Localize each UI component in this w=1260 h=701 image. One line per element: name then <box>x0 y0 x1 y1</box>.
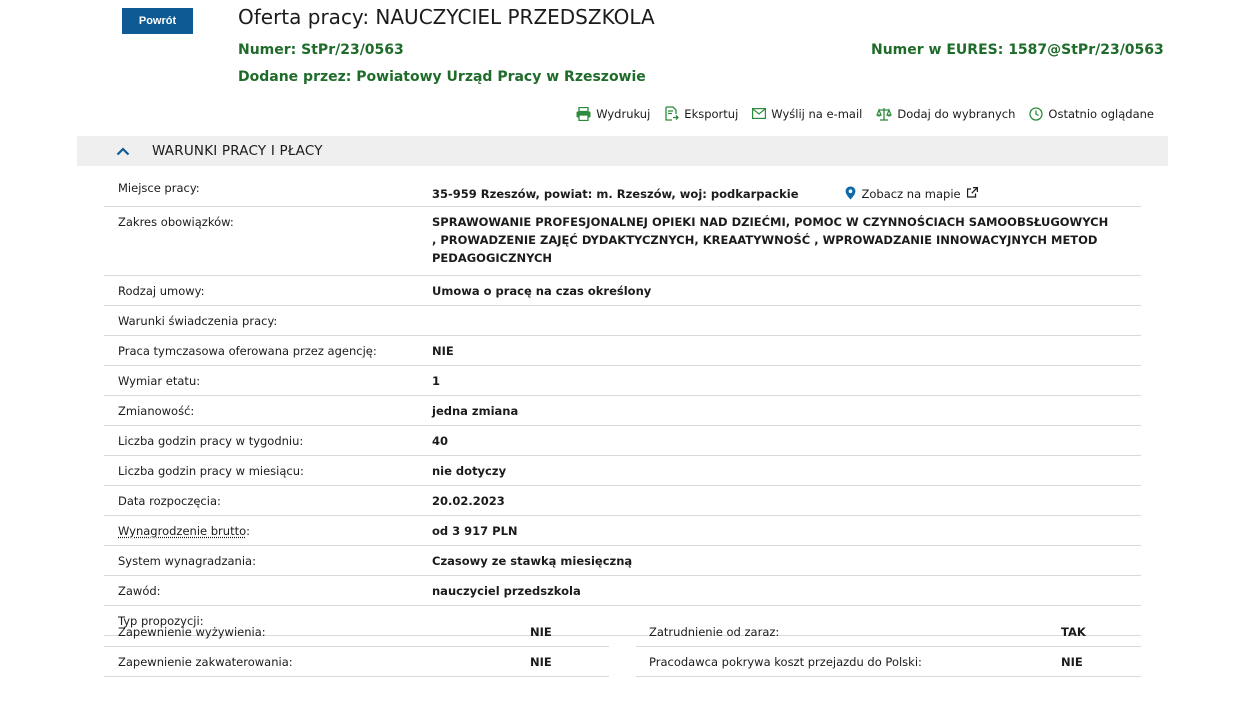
immediate-label: Zatrudnienie od zaraz: <box>649 624 780 639</box>
added-by-value: Powiatowy Urząd Pracy w Rzeszowie <box>356 69 646 85</box>
added-by <box>238 69 646 85</box>
table-row <box>104 366 1141 396</box>
housing-value: NIE <box>530 654 552 669</box>
page-title: Oferta pracy: NAUCZYCIEL PRZEDSZKOLA <box>238 5 655 29</box>
email-label: Wyślij na e-mail <box>771 106 863 121</box>
print-action[interactable] <box>576 107 650 121</box>
table-row <box>104 516 1141 546</box>
occupation-label: Zawód: <box>118 583 161 598</box>
export-file-icon <box>664 106 679 121</box>
salary-label-colon: : <box>246 523 250 538</box>
clock-icon <box>1029 107 1043 121</box>
offer-toolbar <box>576 106 1154 121</box>
salary-value: od 3 917 PLN <box>432 523 518 538</box>
fte-label: Wymiar etatu: <box>118 373 201 388</box>
section-header-work-conditions[interactable] <box>77 136 1168 166</box>
map-link-label: Zobacz na mapie <box>861 187 961 201</box>
favorites-action[interactable] <box>876 107 1015 121</box>
eures-number-value: 1587@StPr/23/0563 <box>1008 42 1164 58</box>
table-row <box>104 617 609 647</box>
monthly-hours-value: nie dotyczy <box>432 463 507 478</box>
back-button[interactable]: Powrót <box>122 8 193 34</box>
agency-value: NIE <box>432 343 454 358</box>
pay-system-label: System wynagradzania: <box>118 553 256 568</box>
start-date-label: Data rozpoczęcia: <box>118 493 221 508</box>
table-row <box>636 617 1141 647</box>
eures-number <box>871 42 1164 58</box>
added-by-label: Dodane przez: <box>238 69 352 85</box>
section-title: WARUNKI PRACY I PŁACY <box>152 143 323 159</box>
eures-number-label: Numer w EURES: <box>871 42 1004 58</box>
offer-number-value: StPr/23/0563 <box>301 42 404 58</box>
table-row <box>104 396 1141 426</box>
place-label: Miejsce pracy: <box>118 181 200 195</box>
agency-label: Praca tymczasowa oferowana przez agencję: <box>118 343 377 358</box>
table-row <box>104 426 1141 456</box>
salary-label <box>104 524 432 538</box>
fte-value: 1 <box>432 373 441 388</box>
chevron-up-icon[interactable] <box>114 142 132 160</box>
table-row <box>104 336 1141 366</box>
print-label: Wydrukuj <box>596 106 651 121</box>
favorites-label: Dodaj do wybranych <box>897 106 1016 121</box>
contract-label: Rodzaj umowy: <box>118 283 205 298</box>
travel-label: Pracodawca pokrywa koszt przejazdu do Polski: <box>649 654 922 669</box>
table-row <box>104 647 609 677</box>
place-text: 35-959 Rzeszów, powiat: m. Rzeszów, woj: podkarpackie <box>432 187 799 201</box>
table-row <box>104 546 1141 576</box>
monthly-hours-label: Liczba godzin pracy w miesiącu: <box>118 463 304 478</box>
extras-table <box>104 617 1141 677</box>
table-row <box>636 647 1141 677</box>
food-label: Zapewnienie wyżywienia: <box>118 624 266 639</box>
extras-left-column <box>104 617 609 677</box>
extras-right-column <box>636 617 1141 677</box>
immediate-value: TAK <box>1061 624 1086 639</box>
offer-number <box>238 42 404 58</box>
export-action[interactable] <box>664 106 738 121</box>
table-row <box>104 486 1141 516</box>
scales-icon <box>876 107 892 121</box>
housing-label: Zapewnienie zakwaterowania: <box>118 654 293 669</box>
envelope-icon <box>752 108 766 119</box>
shifts-value: jedna zmiana <box>432 403 519 418</box>
offer-number-label: Numer: <box>238 42 297 58</box>
map-link[interactable] <box>845 186 978 203</box>
weekly-hours-label: Liczba godzin pracy w tygodniu: <box>118 433 304 448</box>
map-pin-icon <box>845 186 856 203</box>
food-value: NIE <box>530 624 552 639</box>
conditions-label: Warunki świadczenia pracy: <box>118 313 278 328</box>
table-row <box>104 207 1141 276</box>
pay-system-value: Czasowy ze stawką miesięczną <box>432 553 633 568</box>
start-date-value: 20.02.2023 <box>432 493 505 508</box>
duties-value: SPRAWOWANIE PROFESJONALNEJ OPIEKI NAD DZIEĆMI, POMOC W CZYNNOŚCIACH SAMOOBSŁUGOWYCH , PROWADZENIE ZAJĘĆ DYDAKTYCZNYCH, KREAATYWNOŚĆ , WPROWADZANIE INNOWACYJNYCH METOD PEDAGOGICZNYCH <box>432 215 1109 265</box>
table-row <box>104 306 1141 336</box>
occupation-value: nauczyciel przedszkola <box>432 583 581 598</box>
email-action[interactable] <box>752 107 862 121</box>
contract-value: Umowa o pracę na czas określony <box>432 283 652 298</box>
printer-icon <box>576 107 591 121</box>
table-row <box>104 576 1141 606</box>
table-row <box>104 276 1141 306</box>
recent-action[interactable] <box>1029 107 1154 121</box>
table-row <box>104 176 1141 207</box>
weekly-hours-value: 40 <box>432 433 449 448</box>
proposal-label: Typ propozycji: <box>118 613 204 628</box>
duties-label: Zakres obowiązków: <box>118 215 234 229</box>
salary-label-text[interactable]: Wynagrodzenie brutto <box>118 523 247 538</box>
recent-label: Ostatnio oglądane <box>1048 106 1154 121</box>
travel-value: NIE <box>1061 654 1083 669</box>
place-value <box>432 180 1141 203</box>
external-link-icon <box>967 187 978 201</box>
export-label: Eksportuj <box>684 106 739 121</box>
shifts-label: Zmianowość: <box>118 403 195 418</box>
table-row <box>104 456 1141 486</box>
details-table <box>104 176 1141 636</box>
